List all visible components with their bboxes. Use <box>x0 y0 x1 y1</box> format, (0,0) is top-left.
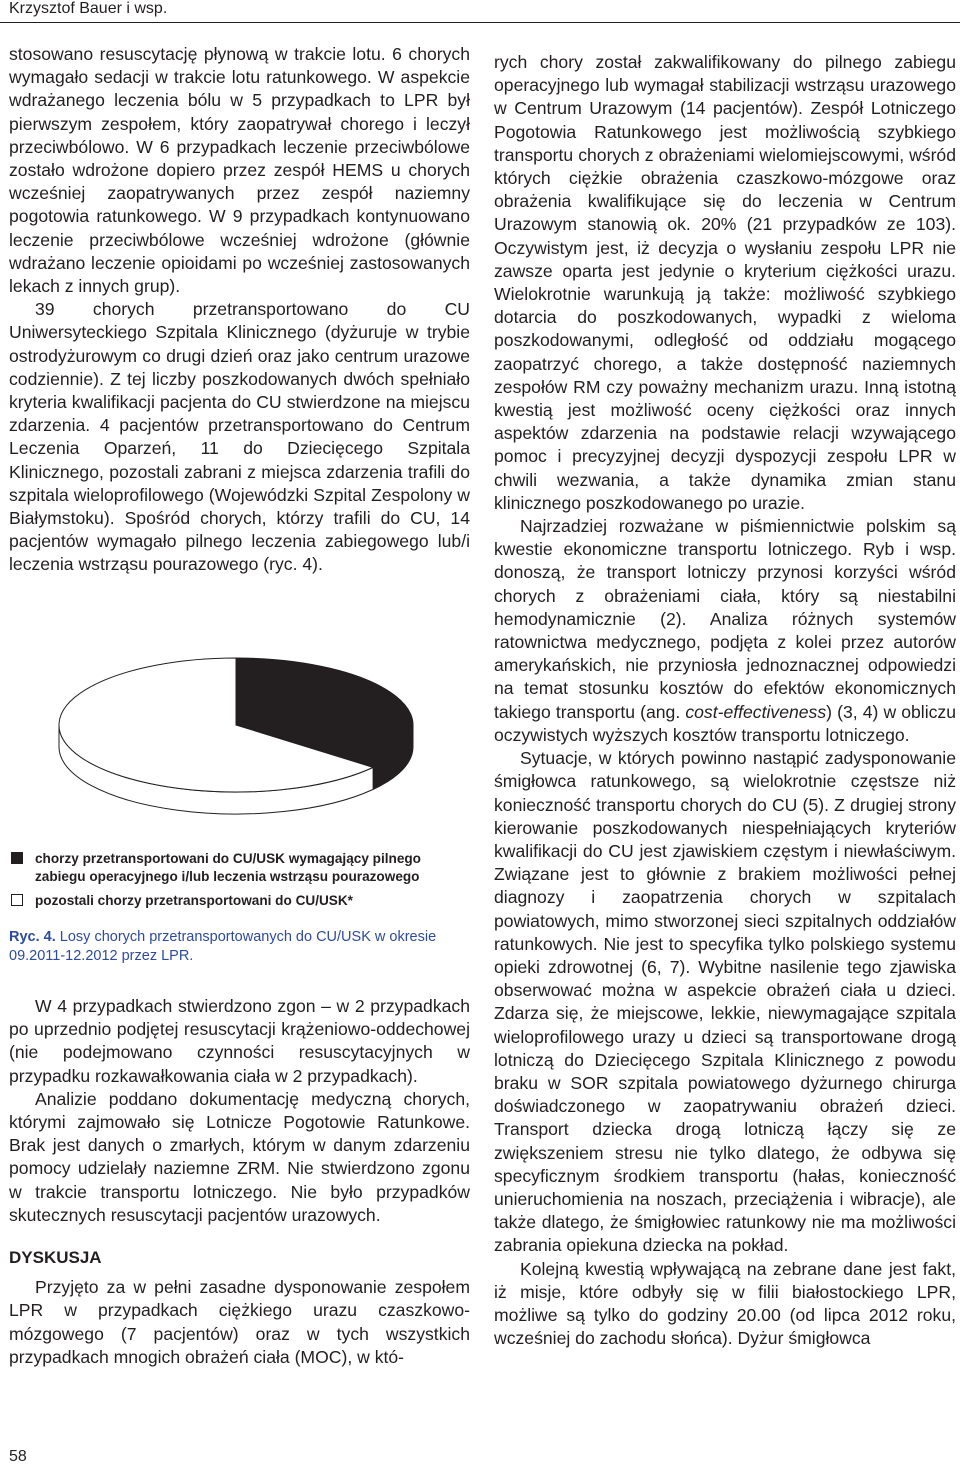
paragraph: Analizie poddano dokumentację medyczną chorych, którymi zajmowało się Lotnicze Pogotowie Ratunkowe. Brak jest danych o zmarłych, którym w danym zdarzeniu pomocy udzielały naziemne ZRM. Nie stwierdzono zgonu w trakcie transportu lotniczego. Nie było przypadków skutecznych resuscytacji pacjentów urazowych. <box>9 1088 470 1225</box>
legend-entry-surgery <box>11 850 466 886</box>
paragraph: W 4 przypadkach stwierdzono zgon – w 2 przypadkach po uprzednio podjętej resuscytacji krążeniowo-oddechowej (nie podejmowano czynności resuscytacyjnych w przypadku rozkawałkowania ciała w 2 przypadkach). <box>9 996 470 1086</box>
left-column-bottom <box>9 995 470 1369</box>
section-heading: DYSKUSJA <box>9 1248 102 1268</box>
paragraph: rych chory został zakwalifikowany do pilnego zabiegu operacyjnego lub wymagał stabilizacji wstrząsu urazowego w Centrum Urazowym (14 pacjentów). Zespół Lotniczego Pogotowia Ratunkowego jest możliwością szybkiego transportu chorych z obrażeniami wielomiejscowymi, wśród których ciężkie obrażenia czaszkowo-mózgowe oraz obrażenia kwalifikujące się do leczenia w Centrum Urazowym stanowią ok. 20% (21 przypadków ze 103). Oczywistym jest, iż decyzja o wysłaniu zespołu LPR nie zawsze oparta jest jedynie o kryterium ciężkości urazu. Wielokrotnie warunkują ją także: możliwość szybkiego dotarcia do poszkodowanych, wypadki z wieloma poszkodowanymi, odległość od oddziału mogącego zaopatrzyć chorego, a także dostępność naziemnych zespołów RM czy poważny mechanizm urazu. Inną istotną kwestią jest możliwość oceny ciężkości oraz innych aspektów zdarzenia na podstawie relacji wzywającego pomoc i precyzyjnej decyzji dyspozycji zespołu LPR w chwili wezwania, a także dynamika zmian stanu klinicznego poszkodowanego po urazie. <box>494 52 956 513</box>
paragraph-part: Najrzadziej rozważane w piśmiennictwie polskim są kwestie ekonomiczne transportu lotniczego. Ryb i wsp. donoszą, że transport lotniczy przynosi korzyści wśród chorych z obrażeniami ciała, który są niestabilni hemodynamicznie (2). Analiza różnych systemów ratownictwa medycznego, podjęta z kolei przez autorów amerykańskich, nie przyniosła jednoznacznej odpowiedzi na temat stosunku kosztów do efektów ekonomicznych takiego transportu (ang. <box>494 516 956 722</box>
legend-label: pozostali chorzy przetransportowani do CU/USK* <box>35 893 353 908</box>
chart-legend <box>11 850 466 916</box>
paragraph: Przyjęto za w pełni zasadne dysponowanie zespołem LPR w przypadkach ciężkiego urazu czaszkowo-mózgowego (7 pacjentów) oraz w tych wszystkich przypadkach mnogich obrażeń ciała (MOC), w któ- <box>9 1277 470 1367</box>
header-rule <box>0 22 960 23</box>
legend-swatch-light <box>11 894 23 906</box>
paragraph-part: ) (3, 4) w obliczu oczywistych wyższych kosztów transportu lotniczego. <box>494 701 957 745</box>
paragraph: Sytuacje, w których powinno nastąpić zadysponowanie śmigłowca ratunkowego, są wielokrotnie częstsze niż konieczność transportu chorych do CU (5). Z drugiej strony kierowanie poszkodowanych niespełniających kryteriów kwalifikacji do CU jest zjawiskiem częstym i niewłaściwym. Związane jest to głównie z brakiem możliwości pełnej diagnozy i zaopatrzenia chorych w szpitalach powiatowych, mimo stworzonej sieci szpitalnych oddziałów ratunkowych. Nie jest to specyfika tylko polskiego systemu opieki zdrowotnej (6, 7). Wybitne nasilenie tego zjawiska obserwować można w aspekcie obrażeń ciała u dzieci. Zdarza się, że miejscowe, lekkie, niewymagające szpitala wieloprofilowego urazy u dzieci są transportowane drogą lotniczą do Dziecięcego Szpitala Klinicznego z powodu braku w SOR szpitala powiatowego dyżurnego chirurga doświadczonego w zaopatrywaniu obrażeń dzieci. Transport dziecka drogą lotniczą łączy się ze zwiększeniem stresu nie tylko dlatego, że odbywa się specyficznym środkiem transportu (hałas, konieczność unieruchomienia na noszach, przeciążenia i wibracje), ale także dlatego, że śmigłowiec ratunkowy nie ma możliwości zabrania opiekuna dziecka na pokład. <box>494 748 956 1256</box>
italic-term: cost-effectiveness <box>685 701 827 722</box>
figure-4 <box>0 650 470 960</box>
paragraph: 39 chorych przetransportowano do CU Uniwersyteckiego Szpitala Klinicznego (dyżuruje w trybie ostrodyżurowym co drugi dzień oraz jako centrum urazowe codziennie). Z tej liczby poszkodowanych dwóch spełniało kryteria kwalifikacji pacjenta do CU stwierdzone na miejscu zdarzenia. 4 pacjentów przetransportowano do Centrum Leczenia Oparzeń, 11 do Dziecięcego Szpitala Klinicznego, pozostali zabrani z miejsca zdarzenia trafili do szpitala wieloprofilowego (Wojewódzki Szpital Zespolony w Białymstoku). Spośród chorych, którzy trafili do CU, 14 pacjentów wymagało pilnego leczenia zabiegowego lub/i leczenia wstrząsu pourazowego (ryc. 4). <box>9 299 470 575</box>
paragraph <box>494 515 956 747</box>
paragraph: stosowano resuscytację płynową w trakcie lotu. 6 chorych wymagało sedacji w trakcie lotu ratunkowego. W aspekcie wdrażanego leczenia bólu w 5 przypadkach to LPR był pierwszym zespołem, który zaopatrywał chorego i leczył przeciwbólowo. W 6 przypadkach leczenie przeciwbólowe zostało wdrożone dopiero przez zespół HEMS u chorych wcześniej zaopatrywanych przez zespół naziemny pogotowia ratunkowego. W 9 przypadkach kontynuowano leczenie przeciwbólowe wcześniej wdrożone (głównie wdrażano leczenie opioidami po wcześniej zastosowanych lekach z innych grup). <box>9 44 470 297</box>
right-column <box>494 51 956 1350</box>
page-number: 58 <box>9 1448 27 1465</box>
paragraph: Kolejną kwestią wpływającą na zebrane dane jest fakt, iż misje, które odbyły się w filii białostockiego LPR, możliwe są tylko do godziny 20.00 (od lipca 2012 roku, wcześniej do zachodu słońca). Dyżur śmigłowca <box>494 1258 956 1349</box>
caption-label: Ryc. 4. <box>9 929 56 945</box>
legend-label: chorzy przetransportowani do CU/USK wymagający pilnego zabiegu operacyjnego i/lub leczenia wstrząsu pourazowego <box>35 851 421 884</box>
caption-text: Losy chorych przetransportowanych do CU/USK w okresie 09.2011-12.2012 przez LPR. <box>9 929 437 964</box>
legend-entry-others <box>11 892 466 910</box>
left-column-top <box>9 43 470 577</box>
legend-swatch-dark <box>11 852 23 864</box>
pie-chart <box>0 650 470 850</box>
running-head: Krzysztof Bauer i wsp. <box>9 0 168 17</box>
figure-caption <box>9 928 470 966</box>
